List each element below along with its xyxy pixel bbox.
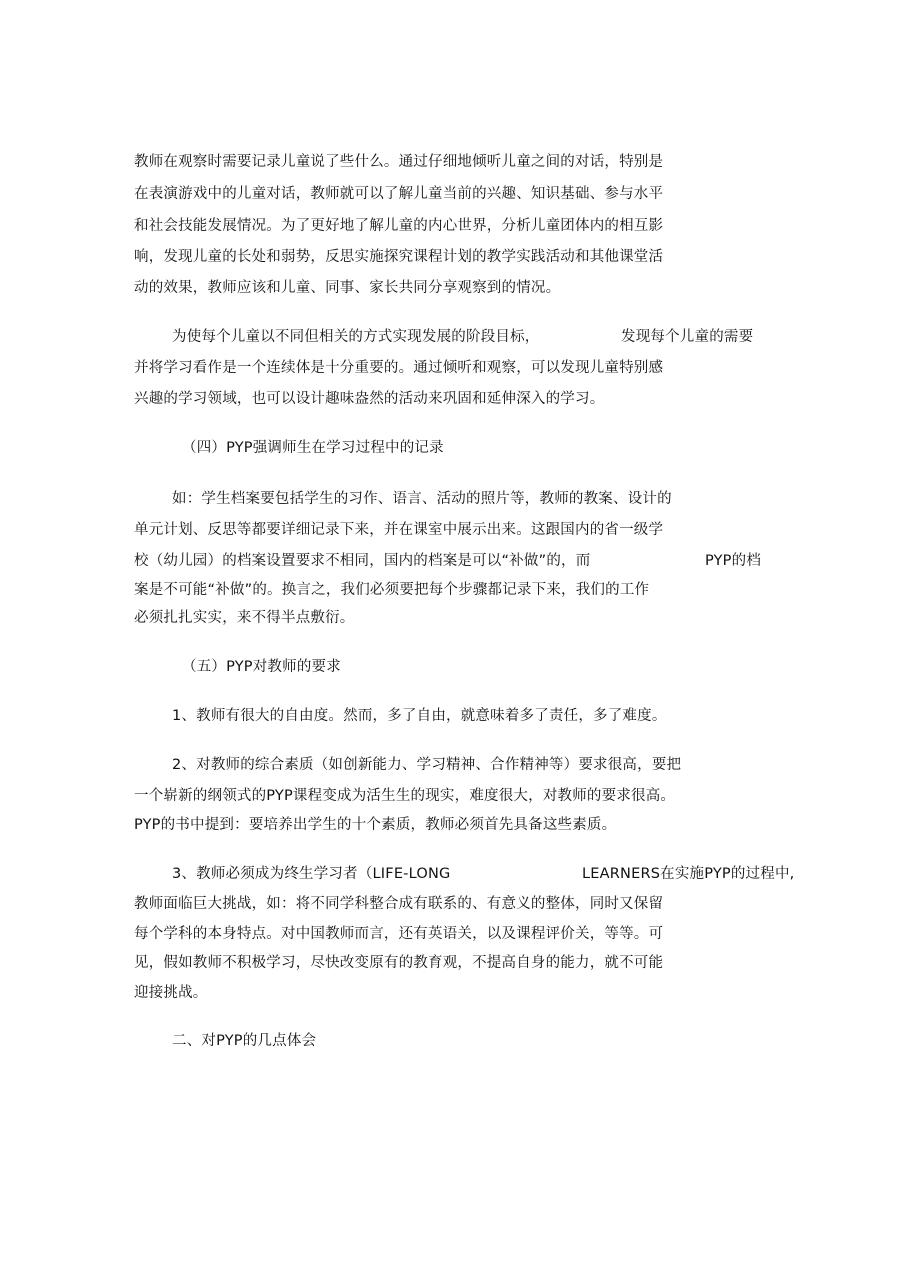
- requirement-item-3-line-4: 见，假如教师不积极学习，尽快改变原有的教育观，不提高自身的能力，就不可能: [134, 955, 664, 971]
- paragraph-2-line-2: 并将学习看作是一个连续体是十分重要的。通过倾听和观察，可以发现儿童特别感: [134, 360, 664, 376]
- paragraph-1-line-3: 和社会技能发展情况。为了更好地了解儿童的内心世界，分析儿童团体内的相互影: [134, 218, 664, 234]
- requirement-item-3-line-1-left: 3、教师必须成为终生学习者（LIFE-LONG: [172, 866, 451, 882]
- requirement-item-1: 1、教师有很大的自由度。然而，多了自由，就意味着多了责任，多了难度。: [172, 708, 667, 724]
- requirement-item-3-line-1-right: LEARNERS在实施PYP的过程中,: [582, 866, 795, 882]
- requirement-item-2-line-3: PYP的书中提到：要培养出学生的十个素质，教师必须首先具备这些素质。: [134, 817, 617, 833]
- requirement-item-3-line-2: 教师面临巨大挑战，如：将不同学科整合成有联系的、有意义的整体，同时又保留: [134, 896, 664, 912]
- paragraph-3-line-2: 单元计划、反思等都要详细记录下来，并在课室中展示出来。这跟国内的省一级学: [134, 522, 664, 538]
- paragraph-1-line-2: 在表演游戏中的儿童对话，教师就可以了解儿童当前的兴趣、知识基础、参与水平: [134, 186, 664, 202]
- requirement-item-3-line-5: 迎接挑战。: [134, 985, 208, 1001]
- section-heading-2: 二、对PYP的几点体会: [172, 1033, 317, 1049]
- paragraph-1-line-4: 响，发现儿童的长处和弱势，反思实施探究课程计划的教学实践活动和其他课堂活: [134, 249, 664, 265]
- paragraph-3-line-5: 必须扎扎实实，来不得半点敷衍。: [134, 610, 355, 626]
- paragraph-3-line-1: 如：学生档案要包括学生的习作、语言、活动的照片等，教师的教案、设计的: [172, 491, 672, 507]
- paragraph-1-line-5: 动的效果，教师应该和儿童、同事、家长共同分享观察到的情况。: [134, 280, 561, 296]
- requirement-item-3-line-3: 每个学科的本身特点。对中国教师而言，还有英语关，以及课程评价关，等等。可: [134, 926, 664, 942]
- paragraph-3-line-3-right: PYP的档: [705, 553, 762, 569]
- section-heading-4: （四）PYP强调师生在学习过程中的记录: [182, 440, 444, 456]
- requirement-item-2-line-1: 2、对教师的综合素质（如创新能力、学习精神、合作精神等）要求很高，要把: [172, 757, 682, 773]
- paragraph-2-line-1-right: 发现每个儿童的需要: [621, 329, 754, 345]
- paragraph-1-line-1: 教师在观察时需要记录儿童说了些什么。通过仔细地倾听儿童之间的对话，特别是: [134, 154, 664, 170]
- paragraph-3-line-4: 案是不可能“补做”的。换言之，我们必须要把每个步骤都记录下来，我们的工作: [134, 582, 650, 598]
- section-heading-5: （五）PYP对教师的要求: [182, 659, 341, 675]
- requirement-item-2-line-2: 一个崭新的纲领式的PYP课程变成为活生生的现实，难度很大，对教师的要求很高。: [134, 788, 676, 804]
- paragraph-2-line-3: 兴趣的学习领域，也可以设计趣味盎然的活动来巩固和延伸深入的学习。: [134, 391, 605, 407]
- paragraph-2-line-1-left: 为使每个儿童以不同但相关的方式实现发展的阶段目标，: [172, 329, 540, 345]
- paragraph-3-line-3-left: 校（幼儿园）的档案设置要求不相同，国内的档案是可以“补做”的，而: [134, 553, 591, 569]
